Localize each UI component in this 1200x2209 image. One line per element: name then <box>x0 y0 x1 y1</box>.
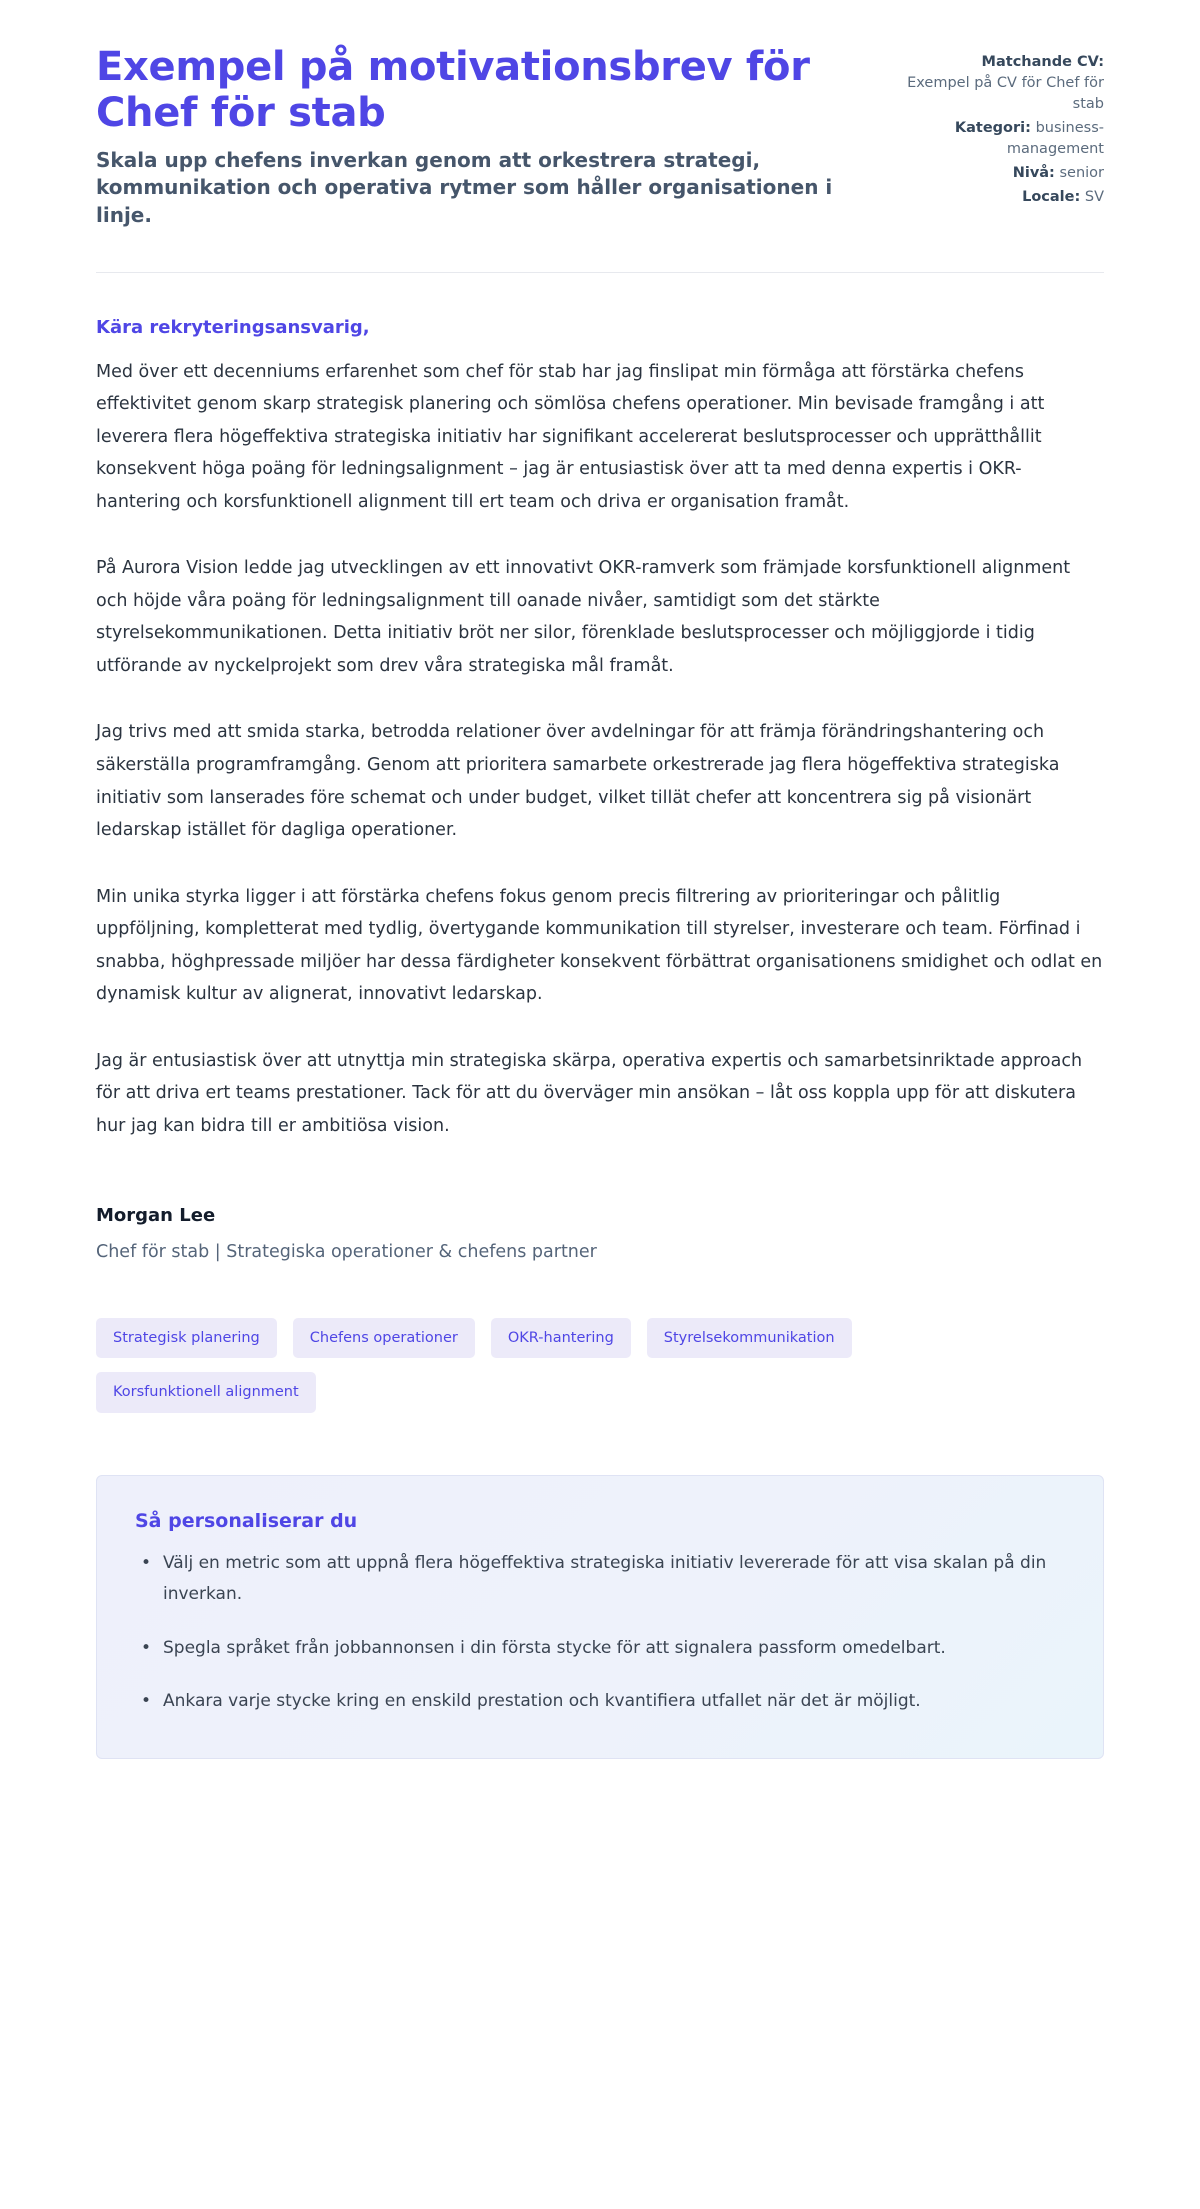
page-subtitle: Skala upp chefens inverkan genom att orkestrera strategi, kommunikation och operativa rytmer som håller organisationen i linje. <box>96 147 833 227</box>
meta-category-label: Kategori: <box>954 120 1031 137</box>
tag-chip[interactable]: Strategisk planering <box>96 1318 277 1359</box>
letter-paragraph: Med över ett decenniums erfarenhet som chef för stab har jag finslipat min förmåga att förstärka chefens effektivitet genom skarp strategisk planering och sömlösa chefens operationer. Min bevisade framgång i att leverera flera högeffektiva strategiska initiativ har signifikant accelererat beslutsprocesser och upprätthållit konsekvent höga poäng för ledningsalignment – jag är entusiastisk över att ta med denna expertis i OKR-hantering och korsfunktionell alignment till ert team och driva er organisation framåt. <box>96 361 1045 512</box>
callout-list-item: • Ankara varje stycke kring en enskild prestation och kvantifiera utfallet när det är möjligt. <box>159 1686 1065 1718</box>
signature-block <box>96 1205 1104 1262</box>
callout-title: Så personaliserar du <box>135 1509 358 1532</box>
letter-body <box>96 356 1104 1143</box>
salutation: Kära rekryteringsansvarig, <box>96 316 370 338</box>
meta-category-value: business-management <box>1006 120 1104 158</box>
meta-locale-label: Locale: <box>1022 189 1081 206</box>
document-header <box>96 44 1104 230</box>
tag-chip[interactable]: Styrelsekommunikation <box>647 1318 852 1359</box>
meta-category <box>874 118 1104 160</box>
header-divider <box>96 272 1104 273</box>
letter-paragraph: Jag är entusiastisk över att utnyttja min strategiska skärpa, operativa expertis och samarbetsinriktade approach för att driva ert teams prestationer. Tack för att du överväger min ansökan – låt oss koppla upp för att diskutera hur jag kan bidra till er ambitiösa vision. <box>96 1050 1083 1136</box>
callout-list <box>135 1548 1065 1718</box>
callout-list-item: • Välj en metric som att uppnå flera högeffektiva strategiska initiativ levererade för att visa skalan på din inverkan. <box>159 1548 1065 1611</box>
meta-matching-cv-label: Matchande CV: <box>981 54 1104 70</box>
meta-level-value: senior <box>1059 165 1104 182</box>
meta-matching-cv-value[interactable]: Exempel på CV för Chef för stab <box>907 75 1104 113</box>
meta-matching-cv <box>874 52 1104 115</box>
tag-list <box>96 1318 976 1413</box>
letter-paragraph: Jag trivs med att smida starka, betrodda relationer över avdelningar för att främja förändringshantering och säkerställa programframgång. Genom att prioritera samarbete orkestrerade jag flera högeffektiva strategiska initiativ som lanserades före schemat och under budget, vilket tillät chefer att koncentrera sig på visionärt ledarskap istället för dagliga operationer. <box>96 722 1060 841</box>
signature-name: Morgan Lee <box>96 1204 216 1226</box>
meta-locale-value: SV <box>1084 189 1104 206</box>
document-metadata <box>874 44 1104 211</box>
meta-level-label: Nivå: <box>1012 165 1055 182</box>
tag-chip[interactable]: Chefens operationer <box>293 1318 475 1359</box>
callout-list-item: • Spegla språket från jobbannonsen i din första stycke för att signalera passform omedelbart. <box>159 1633 1065 1665</box>
page-title: Exempel på motivationsbrev för Chef för stab <box>96 44 810 137</box>
meta-locale <box>874 187 1104 208</box>
header-left-column <box>96 44 834 230</box>
signature-role: Chef för stab | Strategiska operationer & chefens partner <box>96 1241 597 1262</box>
tag-chip[interactable]: OKR-hantering <box>491 1318 631 1359</box>
tag-chip[interactable]: Korsfunktionell alignment <box>96 1372 316 1413</box>
personalization-callout <box>96 1475 1104 1759</box>
letter-paragraph: Min unika styrka ligger i att förstärka chefens fokus genom precis filtrering av prioriteringar och pålitlig uppföljning, kompletterat med tydlig, övertygande kommunikation till styrelser, investerare och team. Förfinad i snabba, höghpressade miljöer har dessa färdigheter konsekvent förbättrat organisationens smidighet och odlat en dynamisk kultur av alignerat, innovativt ledarskap. <box>96 886 1103 1005</box>
meta-level <box>874 163 1104 184</box>
letter-paragraph: På Aurora Vision ledde jag utvecklingen av ett innovativt OKR-ramverk som främjade korsfunktionell alignment och höjde våra poäng för ledningsalignment till oanade nivåer, samtidigt som det stärkte styrelsekommunikationen. Detta initiativ bröt ner silor, förenklade beslutsprocesser och möjliggjorde i tidig utförande av nyckelprojekt som drev våra strategiska mål framåt. <box>96 558 1071 676</box>
